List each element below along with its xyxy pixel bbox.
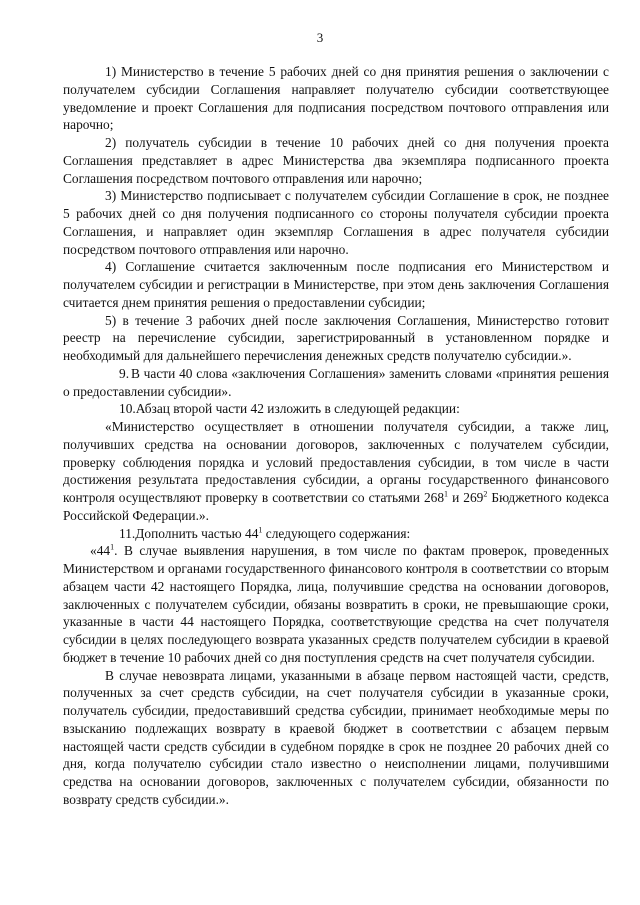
paragraph-subitem-5: 5) в течение 3 рабочих дней после заключения Соглашения, Министерство готовит реестр на перечисление субсидии, зарегистрированный в установленном порядке и необходимый для дальнейшего перечисления денежных средств получателю субсидии.». — [63, 312, 609, 363]
superscript: 1 — [258, 525, 263, 535]
page-number: 3 — [316, 30, 324, 45]
paragraph-part-44-1 — [63, 542, 609, 666]
paragraph-subitem-1: 1) Министерство в течение 5 рабочих дней со дня принятия решения о заключении с получателем субсидии Соглашения направляет получателю субсидии соответствующее уведомление и проект Соглашения для подписания посредством почтового отправления или нарочно; — [63, 64, 609, 133]
paragraph-item-10 — [63, 400, 609, 418]
item-number: 10. — [119, 401, 136, 417]
quote-text: «Министерство осуществляет в отношении получателя субсидии, а также лиц, получивших средства на основании договоров, заключенных с получателем субсидии, проверку соблюдения порядка и условий предоставления субсидии, в том числе в части достижения результата предоставления субсидии, а органы государственного финансового контроля осуществляют проверку в соответствии со статьями 268 — [63, 419, 609, 505]
paragraph-item-11 — [63, 525, 609, 543]
paragraph-subitem-2: 2) получатель субсидии в течение 10 рабочих дней со дня получения проекта Соглашения представляет в адрес Министерства два экземпляра подписанного проекта Соглашения посредством почтового отправления или нарочно; — [63, 135, 609, 186]
item-text: Дополнить частью 44 — [135, 525, 259, 541]
superscript: 1 — [110, 542, 115, 552]
quote-text: и 269 — [452, 490, 484, 505]
document-body — [63, 63, 609, 809]
paragraph-subitem-3: 3) Министерство подписывает с получателем субсидии Соглашение в срок, не позднее 5 рабочих дней со дня получения подписанного со стороны получателя субсидии проекта Соглашения, и направляет один экземпляр Соглашения в адрес получателя субсидии посредством почтового отправления или нарочно. — [63, 188, 609, 257]
superscript: 2 — [483, 489, 488, 499]
item-text: В части 40 слова «заключения Соглашения» заменить словами «принятия решения о предоставлении субсидии». — [63, 365, 609, 399]
paragraph-item-9 — [63, 365, 609, 401]
quote-text: «44 — [90, 543, 111, 559]
paragraph-subitem-4: 4) Соглашение считается заключенным после подписания его Министерством и получателем субсидии и регистрации в Министерстве, при этом день заключения Соглашения считается днем принятия решения о предоставлении субсидии; — [63, 259, 609, 310]
item-number: 11. — [119, 525, 136, 541]
item-text: Абзац второй части 42 изложить в следующей редакции: — [135, 401, 460, 417]
item-text: следующего содержания: — [265, 525, 411, 541]
paragraph-non-return: В случае невозврата лицами, указанными в абзаце первом настоящей части, средств, полученных за счет средств субсидии, на счет получателя субсидии в указанные сроки, получатель субсидии, предоставивший средства субсидии, принимает необходимые меры по взысканию подлежащих возврату в краевой бюджет в соответствии с абзацем первым настоящей части средств субсидии в судебном порядке в срок не позднее 20 рабочих дней со дня, когда получателю субсидии стало известно о неисполнении лицами, получившими средства на основании договоров, заключенных с получателем субсидии, обязанности по возврату средств субсидии.». — [63, 667, 609, 807]
paragraph-quote-42 — [63, 418, 609, 525]
item-number: 9. — [119, 365, 130, 381]
quote-text: Бюджетного кодекса Российской Федерации.». — [63, 490, 609, 523]
quote-text: . В случае выявления нарушения, в том числе по фактам проверок, проведенных Министерством и органами государственного финансового контроля в соответствии со вторым абзацем части 42 настоящего Порядка, лица, получившие средства на основании договоров, заключенных с получателем субсидии, обязаны возвратить в сроки, не превышающие сроки, указанные в части 44 настоящего Порядка, соответствующие средства на счет получателя субсидии в целях последующего возврата указанных средств получателем субсидии в краевой бюджет в течение 10 рабочих дней со дня поступления средств на счет получателя субсидии. — [63, 543, 609, 665]
superscript: 1 — [444, 489, 449, 499]
